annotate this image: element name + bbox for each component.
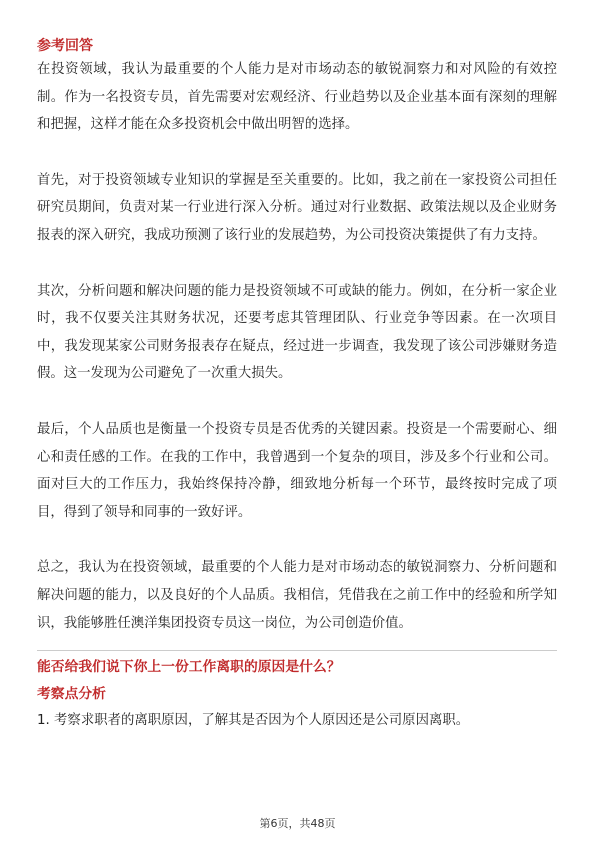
analysis-point-1: 1. 考察求职者的离职原因，了解其是否因为个人原因还是公司原因离职。 bbox=[37, 713, 470, 729]
paragraph-gap bbox=[37, 526, 557, 554]
answer-heading: 参考回答 bbox=[37, 38, 93, 54]
answer-paragraph-4: 最后，个人品质也是衡量一个投资专员是否优秀的关键因素。投资是一个需要耐心、细心和责任感的工作。在我的工作中，我曾遇到一个复杂的项目，涉及多个行业和公司。面对巨大的工作压力，我始终保持冷静，细致地分析每一个环节，最终按时完成了项目，得到了领导和同事的一致好评。 bbox=[37, 421, 557, 520]
answer-paragraph-3: 其次，分析问题和解决问题的能力是投资领域不可或缺的能力。例如，在分析一家企业时，我不仅要关注其财务状况，还要考虑其管理团队、行业竞争等因素。在一次项目中，我发现某家公司财务报表存在疑点，经过进一步调查，我发现了该公司涉嫌财务造假。这一发现为公司避免了一次重大损失。 bbox=[37, 283, 557, 382]
document-page bbox=[37, 36, 557, 735]
paragraph-gap bbox=[37, 388, 557, 416]
question-title: 能否给我们说下你上一份工作离职的原因是什么？ bbox=[37, 659, 341, 676]
page-footer: 第6页，共48页 bbox=[259, 817, 336, 830]
paragraph-gap bbox=[37, 250, 557, 278]
answer-paragraph-5: 总之，我认为在投资领域，最重要的个人能力是对市场动态的敏锐洞察力、分析问题和解决问题的能力，以及良好的个人品质。我相信，凭借我在之前工作中的经验和所学知识，我能够胜任澳洋集团投资专员这一岗位，为公司创造价值。 bbox=[37, 560, 557, 631]
section-divider bbox=[37, 650, 557, 651]
answer-paragraph-1: 在投资领域，我认为最重要的个人能力是对市场动态的敏锐洞察力和对风险的有效控制。作为一名投资专员，首先需要对宏观经济、行业趋势以及企业基本面有深刻的理解和把握，这样才能在众多投资机会中做出明智的选择。 bbox=[37, 62, 557, 133]
paragraph-gap bbox=[37, 139, 557, 167]
analysis-heading: 考察点分析 bbox=[37, 686, 106, 703]
answer-paragraph-2: 首先，对于投资领域专业知识的掌握是至关重要的。比如，我之前在一家投资公司担任研究员期间，负责对某一行业进行深入分析。通过对行业数据、政策法规以及企业财务报表的深入研究，我成功预测了该行业的发展趋势，为公司投资决策提供了有力支持。 bbox=[37, 172, 557, 243]
